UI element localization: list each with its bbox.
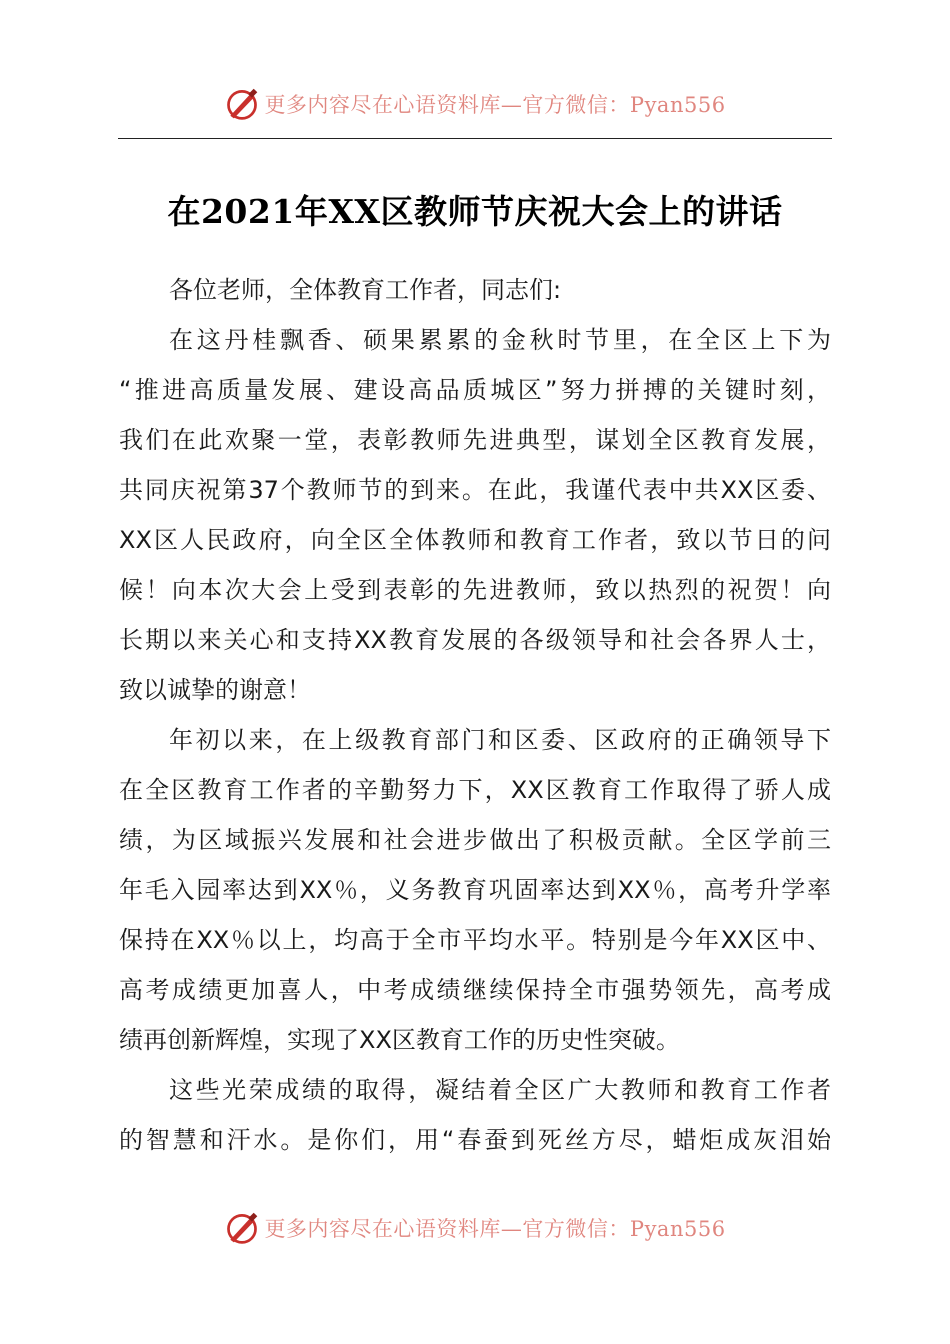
body-line: “推进高质量发展、建设高品质城区”努力拼搏的关键时刻， <box>119 376 831 404</box>
header-divider <box>118 138 832 139</box>
body-line: 共同庆祝第37个教师节的到来。在此，我谨代表中共XX区委、 <box>119 476 831 504</box>
footer-banner <box>0 1208 950 1248</box>
body-line: 绩，为区域振兴发展和社会进步做出了积极贡献。全区学前三 <box>119 826 831 854</box>
body-line: 长期以来关心和支持XX教育发展的各级领导和社会各界人士， <box>119 626 831 654</box>
body-line: 的智慧和汗水。是你们，用“春蚕到死丝方尽，蜡炬成灰泪始 <box>119 1126 831 1154</box>
body-line: 年初以来，在上级教育部门和区委、区政府的正确领导下 <box>169 726 831 754</box>
footer-banner-text: 更多内容尽在心语资料库—官方微信：Pyan556 <box>264 1217 726 1241</box>
pen-nib-circle-icon <box>224 86 260 122</box>
body-line: 候！向本次大会上受到表彰的先进教师，致以热烈的祝贺！向 <box>119 576 831 604</box>
body-line: 致以诚挚的谢意！ <box>119 676 311 704</box>
body-line: 在这丹桂飘香、硕果累累的金秋时节里，在全区上下为 <box>169 326 831 354</box>
body-line: 高考成绩更加喜人，中考成绩继续保持全市强势领先，高考成 <box>119 976 831 1004</box>
document-title: 在2021年XX区教师节庆祝大会上的讲话 <box>167 192 783 231</box>
body-line: 保持在XX％以上，均高于全市平均水平。特别是今年XX区中、 <box>119 926 831 954</box>
body-line: 这些光荣成绩的取得，凝结着全区广大教师和教育工作者 <box>169 1076 831 1104</box>
body-line: 年毛入园率达到XX％，义务教育巩固率达到XX％，高考升学率 <box>119 876 831 904</box>
body-line: 各位老师，全体教育工作者，同志们: <box>169 276 562 304</box>
header-banner-text: 更多内容尽在心语资料库—官方微信：Pyan556 <box>264 93 726 117</box>
document-body <box>119 265 831 1165</box>
body-line: 在全区教育工作者的辛勤努力下，XX区教育工作取得了骄人成 <box>119 776 831 804</box>
pen-nib-circle-icon <box>224 1210 260 1246</box>
header-banner <box>0 84 950 124</box>
body-line: 绩再创新辉煌，实现了XX区教育工作的历史性突破。 <box>119 1026 680 1054</box>
body-line: XX区人民政府，向全区全体教师和教育工作者，致以节日的问 <box>119 526 831 554</box>
body-line: 我们在此欢聚一堂，表彰教师先进典型，谋划全区教育发展， <box>119 426 831 454</box>
